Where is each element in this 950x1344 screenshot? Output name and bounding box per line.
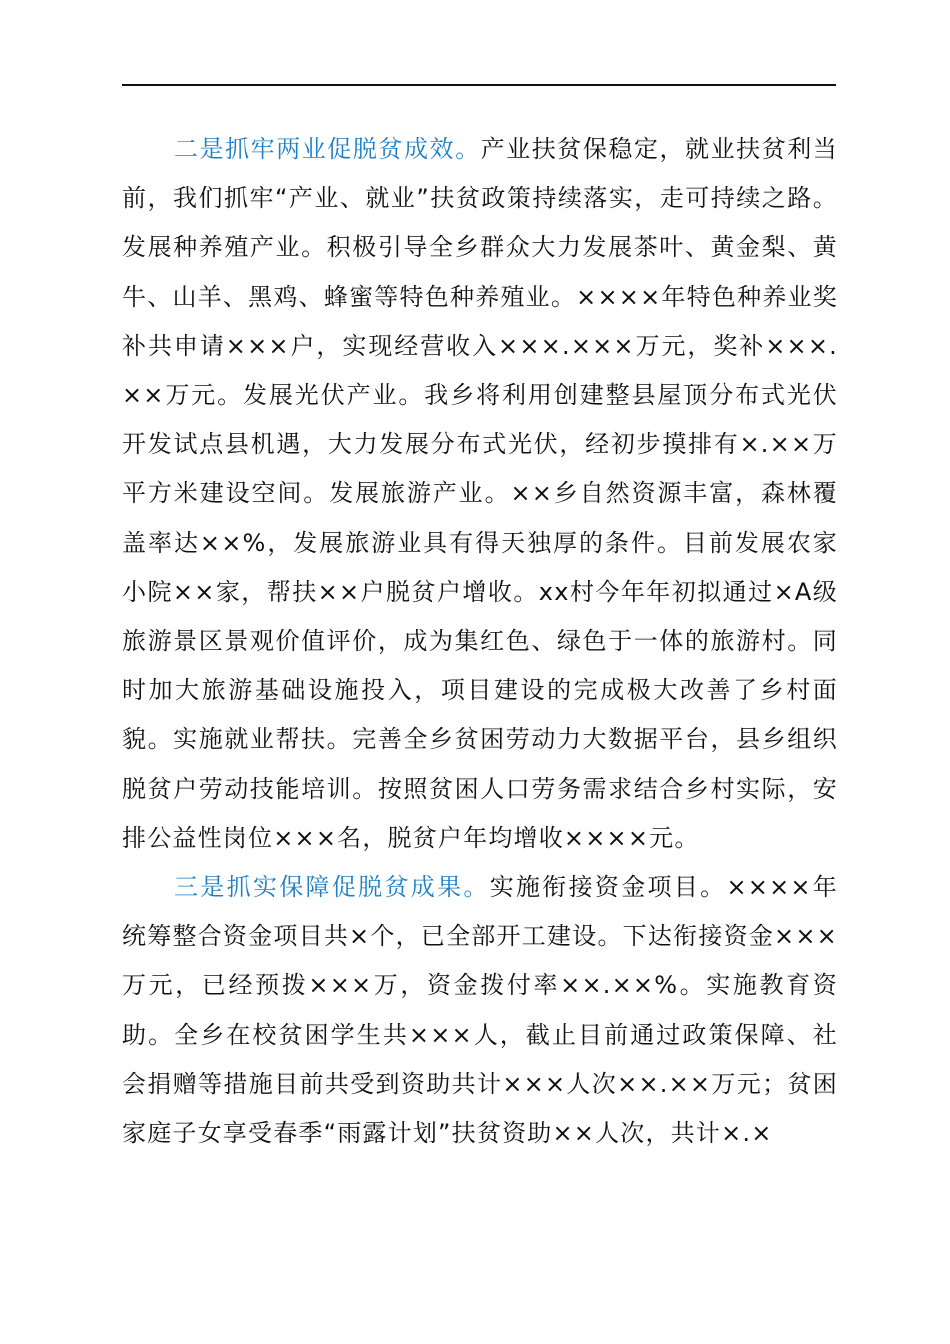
paragraph-text: 产业扶贫保稳定，就业扶贫利当前，我们抓牢“产业、就业”扶贫政策持续落实，走可持续之路。发展种养殖产业。积极引导全乡群众大力发展茶叶、黄金梨、黄牛、山羊、黑鸡、蜂蜜等特色种养殖业。××××年特色种养业奖补共申请×××户，实现经营收入×××.×××万元，奖补×××.××万元。发展光伏产业。我乡将利用创建整县屋顶分布式光伏开发试点县机遇，大力发展分布式光伏，经初步摸排有×.××万平方米建设空间。发展旅游产业。××乡自然资源丰富，森林覆盖率达××%，发展旅游业具有得天独厚的条件。目前发展农家小院××家，帮扶××户脱贫户增收。xx村今年年初拟通过×A级旅游景区景观价值评价，成为集红色、绿色于一体的旅游村。同时加大旅游基础设施投入，项目建设的完成极大改善了乡村面貌。实施就业帮扶。完善全乡贫困劳动力大数据平台，县乡组织脱贫户劳动技能培训。按照贫困人口劳务需求结合乡村实际，安排公益性岗位×××名，脱贫户年均增收××××元。 <box>122 135 838 852</box>
document-body <box>122 125 838 1158</box>
paragraph-industry-employment <box>122 125 838 863</box>
paragraph-heading: 二是抓牢两业促脱贫成效。 <box>174 135 481 163</box>
header-rule <box>122 84 836 86</box>
paragraph-security-results <box>122 863 838 1158</box>
paragraph-heading: 三是抓实保障促脱贫成果。 <box>174 873 490 902</box>
paragraph-text: 实施衔接资金项目。××××年统筹整合资金项目共×个，已全部开工建设。下达衔接资金×××万元，已经预拨×××万，资金拨付率××.××%。实施教育资助。全乡在校贫困学生共×××人，截止目前通过政策保障、社会捐赠等措施目前共受到资助共计×××人次××.××万元；贫困家庭子女享受春季“雨露计划”扶贫资助××人次，共计×.× <box>122 873 838 1148</box>
